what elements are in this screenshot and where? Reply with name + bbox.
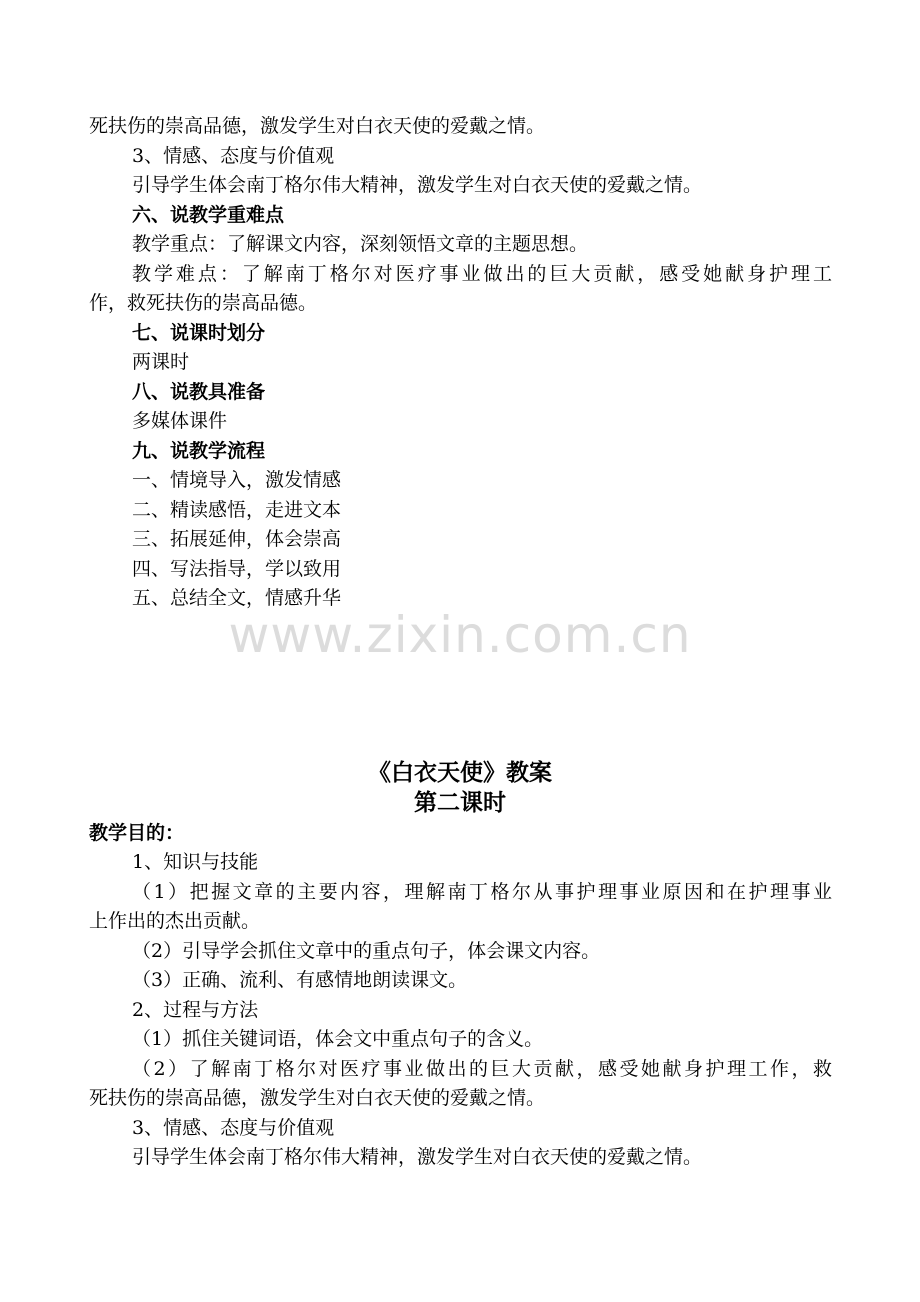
paragraph-line: （2）引导学会抓住文章中的重点句子，体会课文内容。	[132, 940, 601, 962]
watermark: www.zixin.com.cn	[228, 606, 692, 664]
paragraph-line: 死扶伤的崇高品德，激发学生对白衣天使的爱戴之情。	[89, 115, 546, 137]
paragraph-line: （3）正确、流利、有感情地朗读课文。	[132, 969, 468, 991]
paragraph-line: 引导学生体会南丁格尔伟大精神，激发学生对白衣天使的爱戴之情。	[132, 1146, 703, 1168]
flow-item: 三、拓展延伸，体会崇高	[132, 528, 342, 550]
flow-item: 二、精读感悟，走进文本	[132, 499, 342, 521]
paragraph-line: （2）了解南丁格尔对医疗事业做出的巨大贡献，感受她献身护理工作，救	[132, 1058, 832, 1080]
paragraph-line: 教学难点：了解南丁格尔对医疗事业做出的巨大贡献，感受她献身护理工	[132, 263, 832, 285]
paragraph-line: 两课时	[132, 351, 190, 373]
paragraph-line: 多媒体课件	[132, 410, 228, 432]
section-heading: 九、说教学流程	[132, 440, 266, 462]
section-heading: 七、说课时划分	[132, 322, 266, 344]
page-subtitle: 第二课时	[414, 789, 506, 816]
subheading: 1、知识与技能	[132, 851, 259, 873]
page-title: 《白衣天使》教案	[368, 759, 552, 786]
paragraph-line: （1）抓住关键词语，体会文中重点句子的含义。	[132, 1028, 544, 1050]
subheading: 2、过程与方法	[132, 999, 259, 1021]
paragraph-line: 教学重点：了解课文内容，深刻领悟文章的主题思想。	[132, 233, 589, 255]
subheading: 3、情感、态度与价值观	[132, 1117, 335, 1139]
subheading: 3、情感、态度与价值观	[132, 145, 335, 167]
section-heading: 八、说教具准备	[132, 381, 266, 403]
paragraph-line: （1）把握文章的主要内容，理解南丁格尔从事护理事业原因和在护理事业	[132, 881, 832, 903]
section-heading: 教学目的：	[89, 822, 185, 844]
paragraph-line: 作，救死扶伤的崇高品德。	[89, 292, 318, 314]
paragraph-line: 引导学生体会南丁格尔伟大精神，激发学生对白衣天使的爱戴之情。	[132, 174, 703, 196]
flow-item: 五、总结全文，情感升华	[132, 587, 342, 609]
paragraph-line: 死扶伤的崇高品德，激发学生对白衣天使的爱戴之情。	[89, 1087, 546, 1109]
flow-item: 一、情境导入，激发情感	[132, 469, 342, 491]
paragraph-line: 上作出的杰出贡献。	[89, 910, 261, 932]
section-heading: 六、说教学重难点	[132, 204, 285, 226]
flow-item: 四、写法指导，学以致用	[132, 558, 342, 580]
